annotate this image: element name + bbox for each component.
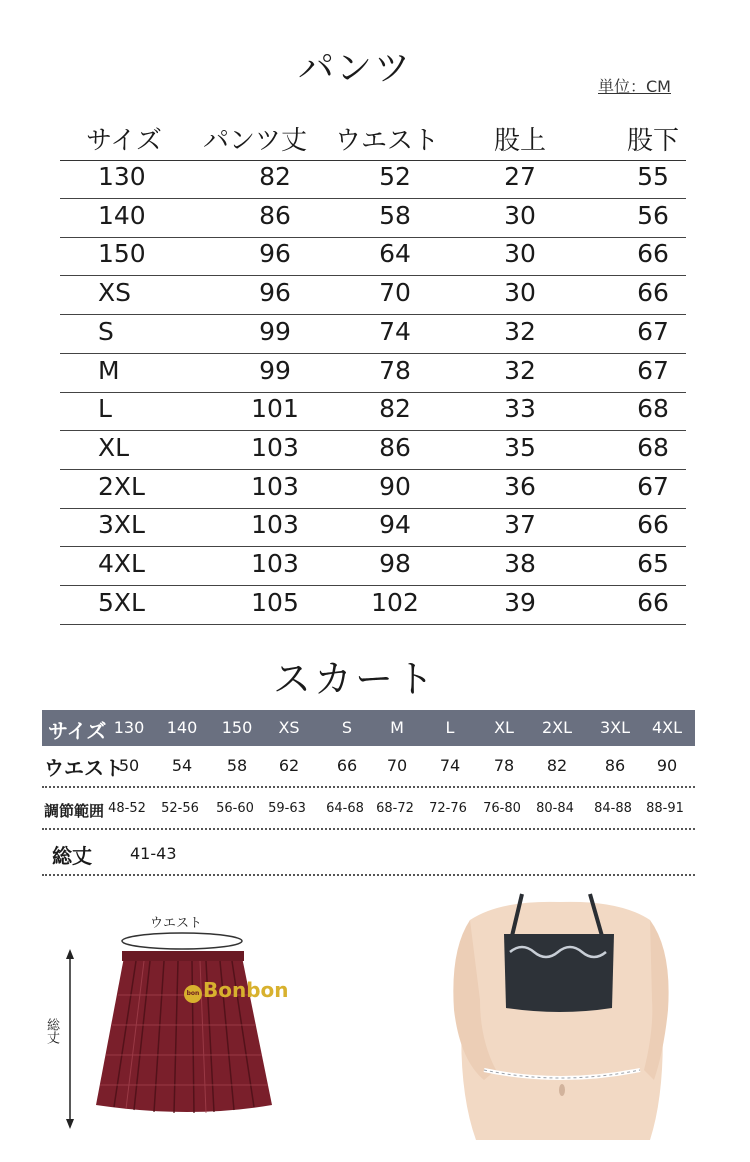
- cell-pants-length: 99: [259, 355, 291, 385]
- cell-rise: 38: [504, 549, 536, 578]
- header-waist: ウエスト: [334, 126, 439, 156]
- cell-waist: 52: [379, 162, 411, 191]
- cell-rise: 36: [504, 471, 536, 501]
- cell-pants-length: 105: [251, 587, 299, 617]
- skirt-waist-cell: 86: [604, 756, 626, 775]
- skirt-size-cell: 4XL: [651, 718, 683, 737]
- cell-rise: 39: [504, 587, 536, 617]
- cell-size: 150: [98, 239, 146, 269]
- cell-pants-length: 103: [251, 471, 299, 501]
- skirt-adjust-cell: 84-88: [594, 801, 632, 816]
- skirt-adjust-cell: 48-52: [108, 801, 146, 816]
- skirt-adjust-cell: 52-56: [161, 801, 199, 816]
- skirt-size-cell: 130: [113, 718, 145, 737]
- pants-row: [60, 315, 686, 354]
- cell-inseam: 67: [637, 471, 669, 501]
- pants-table-header: [60, 118, 686, 161]
- cell-pants-length: 103: [251, 432, 299, 462]
- skirt-size-row: [42, 710, 695, 746]
- header-inseam: 股下: [626, 126, 679, 156]
- skirt-adjust-cell: 68-72: [376, 801, 414, 816]
- header-rise: 股上: [493, 126, 546, 156]
- cell-pants-length: 96: [259, 278, 291, 308]
- skirt-adjust-cell: 72-76: [429, 801, 467, 816]
- skirt-size-cell: S: [341, 718, 353, 737]
- header-pants-length: パンツ丈: [202, 126, 307, 156]
- cell-waist: 86: [379, 432, 411, 462]
- skirt-waist-cell: 78: [493, 756, 515, 775]
- cell-pants-length: 99: [259, 316, 291, 346]
- cell-waist: 94: [379, 510, 411, 540]
- skirt-adjust-row: [42, 788, 695, 830]
- pants-row: [60, 160, 686, 199]
- cell-waist: 90: [379, 471, 411, 501]
- cell-waist: 58: [379, 200, 411, 230]
- cell-waist: 102: [371, 587, 419, 617]
- pants-title: パンツ: [297, 48, 412, 89]
- skirt-adjust-cell: 56-60: [216, 801, 254, 816]
- skirt-adjust-cell: 59-63: [268, 801, 306, 816]
- skirt-waist-cell: 82: [546, 756, 568, 775]
- skirt-size-cell: M: [390, 718, 404, 737]
- body-measurement-illustration: [440, 890, 680, 1140]
- skirt-waist-row: [42, 746, 695, 788]
- cell-size: S: [98, 316, 114, 346]
- cell-size: XL: [98, 432, 130, 462]
- cell-size: 4XL: [98, 549, 145, 578]
- cell-waist: 98: [379, 549, 411, 578]
- skirt-size-cell: 2XL: [541, 718, 573, 737]
- skirt-waist-cell: 58: [226, 756, 248, 775]
- skirt-size-cell: L: [445, 718, 455, 737]
- cell-pants-length: 82: [259, 162, 291, 191]
- skirt-waist-cell: 62: [278, 756, 300, 775]
- cell-pants-length: 96: [259, 239, 291, 269]
- cell-rise: 27: [504, 162, 536, 191]
- cell-pants-length: 101: [251, 394, 299, 424]
- cell-waist: 74: [379, 316, 411, 346]
- cell-pants-length: 103: [251, 510, 299, 540]
- skirt-waist-cell: 70: [386, 756, 408, 775]
- skirt-adjust-label: 調節範囲: [44, 802, 105, 820]
- cell-size: 5XL: [98, 587, 145, 617]
- cell-inseam: 68: [637, 394, 669, 424]
- length-measure-label: 総丈: [44, 1018, 59, 1044]
- skirt-size-cell: 150: [221, 718, 253, 737]
- cell-size: 2XL: [98, 471, 145, 501]
- pants-row: [60, 392, 686, 431]
- cell-size: L: [98, 394, 112, 424]
- cell-rise: 37: [504, 510, 536, 540]
- pants-row: [60, 586, 686, 625]
- skirt-waist-cell: 74: [439, 756, 461, 775]
- skirt-adjust-cell: 80-84: [536, 801, 574, 816]
- pants-row: [60, 199, 686, 238]
- cell-rise: 30: [504, 239, 536, 269]
- cell-inseam: 66: [637, 587, 669, 617]
- skirt-length-row: [42, 834, 695, 876]
- skirt-length-value: 41-43: [130, 844, 177, 863]
- cell-waist: 78: [379, 355, 411, 385]
- skirt-title: スカート: [272, 657, 437, 701]
- skirt-waist-cell: 50: [118, 756, 140, 775]
- brand-logo: [184, 978, 289, 1003]
- cell-waist: 70: [379, 278, 411, 308]
- skirt-size-label: サイズ: [48, 719, 107, 743]
- cell-rise: 33: [504, 394, 536, 424]
- cell-rise: 30: [504, 200, 536, 230]
- cell-size: 3XL: [98, 510, 145, 540]
- cell-inseam: 67: [637, 316, 669, 346]
- cell-size: 140: [98, 200, 146, 230]
- cell-waist: 64: [379, 239, 411, 269]
- cell-inseam: 66: [637, 510, 669, 540]
- pants-row: [60, 276, 686, 315]
- skirt-adjust-cell: 76-80: [483, 801, 521, 816]
- skirt-waist-cell: 90: [656, 756, 678, 775]
- skirt-waist-cell: 66: [336, 756, 358, 775]
- brand-badge: bon: [184, 985, 202, 1003]
- cell-inseam: 67: [637, 355, 669, 385]
- pants-row: [60, 508, 686, 547]
- cell-rise: 32: [504, 316, 536, 346]
- brand-name: Bonbon: [203, 978, 289, 1002]
- pants-row: [60, 470, 686, 509]
- pants-row: [60, 237, 686, 276]
- skirt-illustration: [60, 905, 320, 1145]
- skirt-size-cell: XL: [494, 718, 514, 737]
- skirt-size-cell: 3XL: [599, 718, 631, 737]
- skirt-size-cell: XS: [278, 718, 300, 737]
- waist-measure-label: ウエスト: [150, 916, 203, 931]
- pants-row: [60, 354, 686, 393]
- cell-inseam: 66: [637, 239, 669, 269]
- header-size: サイズ: [86, 126, 162, 156]
- cell-rise: 30: [504, 278, 536, 308]
- cell-size: XS: [98, 278, 131, 308]
- cell-rise: 35: [504, 432, 536, 462]
- pants-row: [60, 431, 686, 470]
- unit-label: 単位：CM: [598, 77, 671, 96]
- cell-rise: 32: [504, 355, 536, 385]
- cell-inseam: 56: [637, 200, 669, 230]
- cell-inseam: 66: [637, 278, 669, 308]
- pants-row: [60, 547, 686, 586]
- skirt-adjust-cell: 88-91: [646, 801, 684, 816]
- skirt-waist-cell: 54: [171, 756, 193, 775]
- cell-pants-length: 103: [251, 549, 299, 578]
- cell-inseam: 68: [637, 432, 669, 462]
- cell-size: 130: [98, 162, 146, 191]
- cell-waist: 82: [379, 394, 411, 424]
- skirt-adjust-cell: 64-68: [326, 801, 364, 816]
- cell-pants-length: 86: [259, 200, 291, 230]
- skirt-length-label: 総丈: [52, 844, 92, 868]
- skirt-size-cell: 140: [166, 718, 198, 737]
- skirt-waist-label: ウエスト: [44, 756, 124, 780]
- cell-inseam: 65: [637, 549, 669, 578]
- cell-inseam: 55: [637, 162, 669, 191]
- cell-size: M: [98, 355, 120, 385]
